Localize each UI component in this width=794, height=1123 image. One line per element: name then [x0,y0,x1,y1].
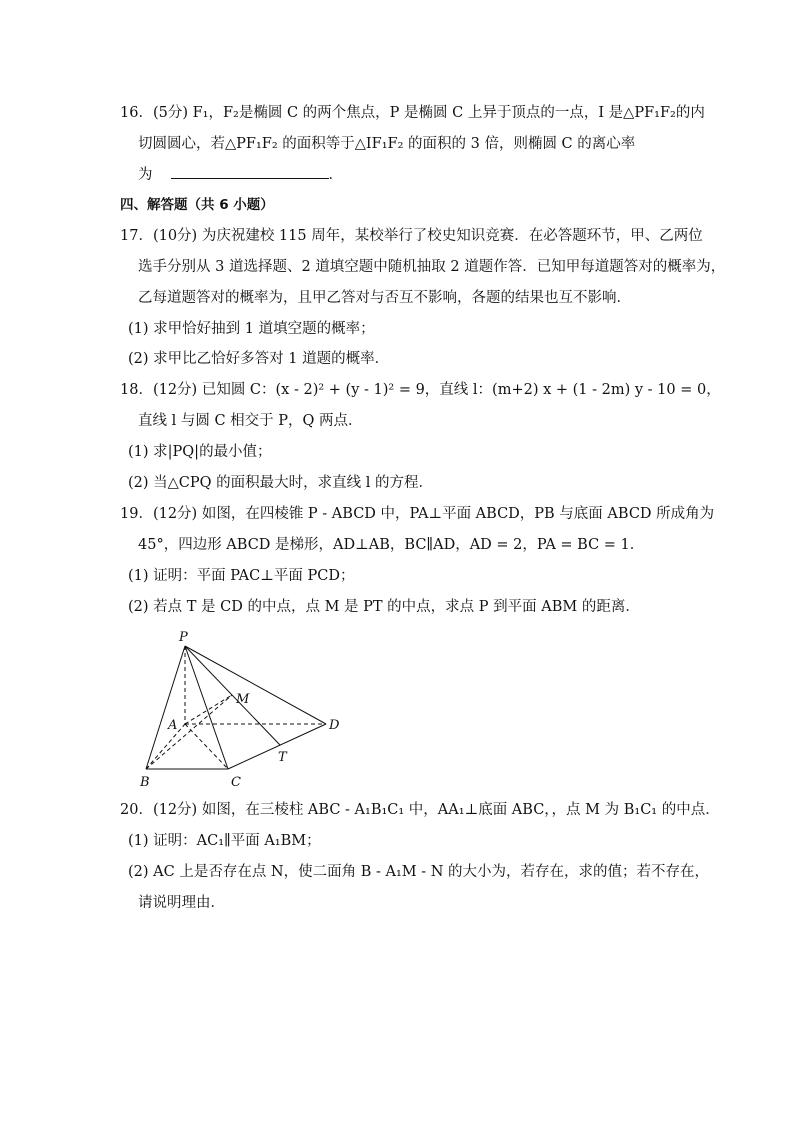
segment-bm [146,695,232,769]
label-p: P [179,630,188,645]
edge-ab [146,724,185,769]
q20-line1: 20．(12分) 如图，在三棱柱 ABC - A₁B₁C₁ 中，AA₁⊥底面 ABC，，点 M 为 B₁C₁ 的中点． [120,802,720,818]
q18-sub1: (1) 求|PQ|的最小值； [128,444,272,460]
edge-pc [185,646,228,769]
q19-line1: 19．(12分) 如图，在四棱锥 P - ABCD 中，PA⊥平面 ABCD，PB 与底面 ABCD 所成角为 [120,506,715,522]
q17-line2: 选手分别从 3 道选择题、2 道填空题中随机抽取 2 道题作答．已知甲每道题答对的概率为， [138,259,726,275]
q19-sub1: (1) 证明：平面 PAC⊥平面 PCD； [128,568,355,584]
q18-line1: 18．(12分) 已知圆 C：(x - 2)² + (y - 1)² = 9，直线 l：(m+2) x + (1 - 2m) y - 10 = 0， [120,382,721,398]
segment-pt [185,646,280,745]
segment-am [185,695,232,724]
q16-line3-prefix: 为 [138,167,153,183]
q19-sub2: (2) 若点 T 是 CD 的中点，点 M 是 PT 的中点，求点 P 到平面 ABM 的距离． [128,599,640,615]
edge-cd [228,724,326,769]
label-m: M [236,692,250,707]
label-t: T [278,750,287,765]
q17-line1: 17．(10分) 为庆祝建校 115 周年，某校举行了校史知识竞赛．在必答题环节，甲、乙两位 [120,228,703,244]
q17-sub2: (2) 求甲比乙恰好多答对 1 道题的概率． [128,351,390,367]
label-b: B [140,775,150,790]
answer-blank [171,164,329,179]
q20-sub1: (1) 证明：AC₁∥平面 A₁BM； [128,833,321,849]
q20-sub2-cont: 请说明理由． [138,895,225,911]
label-a: A [168,718,178,733]
q16-line3-suffix: ． [328,167,343,183]
section-heading: 四、解答题（共 6 小题） [120,197,274,213]
q16-line3 [138,164,343,185]
label-c: C [231,775,241,790]
q18-line2: 直线 l 与圆 C 相交于 P，Q 两点． [138,413,363,429]
label-d: D [329,718,340,733]
edge-pd [185,646,326,724]
q17-line3: 乙每道题答对的概率为，且甲乙答对与否互不影响，各题的结果也互不影响． [138,290,631,306]
q18-sub2: (2) 当△CPQ 的面积最大时，求直线 l 的方程． [128,475,434,491]
q19-line2: 45°，四边形 ABCD 是梯形，AD⊥AB，BC∥AD，AD = 2，PA = BC = 1． [138,537,645,553]
edge-pb [146,646,185,769]
q20-sub2: (2) AC 上是否存在点 N，使二面角 B - A₁M - N 的大小为，若存在，求的值；若不存在， [128,864,710,880]
edge-ac [185,724,228,769]
q16-line2: 切圆圆心，若△PF₁F₂ 的面积等于△IF₁F₂ 的面积的 3 倍，则椭圆 C 的离心率 [138,136,636,152]
q16-line1: 16．(5分) F₁，F₂是椭圆 C 的两个焦点，P 是椭圆 C 上异于顶点的一点，I 是△PF₁F₂的内 [120,105,705,121]
q17-sub1: (1) 求甲恰好抽到 1 道填空题的概率； [128,321,375,337]
pyramid-figure [130,628,360,793]
